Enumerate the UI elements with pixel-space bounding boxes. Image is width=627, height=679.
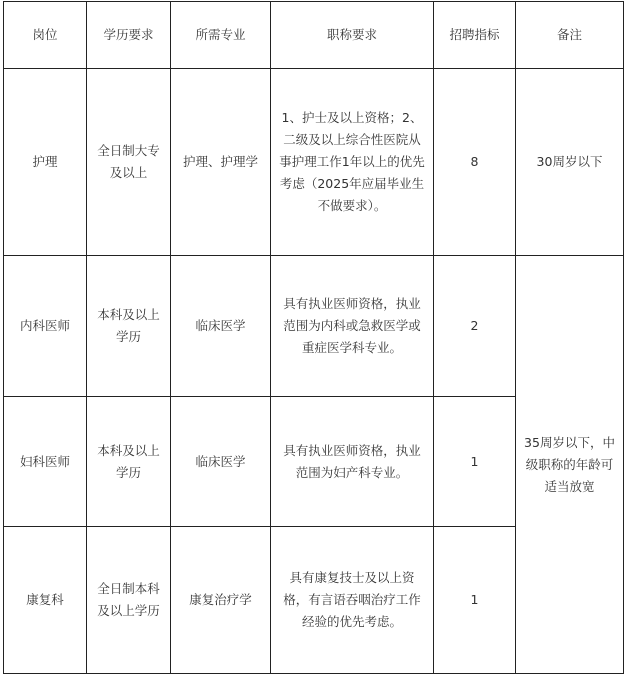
- header-row: [4, 2, 624, 69]
- requirement-line: 1、护士及以上资格；2、: [281, 110, 423, 125]
- table-row: [4, 256, 624, 397]
- title-requirements-cell: [271, 397, 434, 527]
- requirement-line: 具有执业医师资格，执业: [283, 296, 421, 311]
- major-cell: 康复治疗学: [171, 527, 271, 674]
- education-line: 学历: [115, 329, 141, 344]
- requirement-line: 不做要求）。: [317, 198, 387, 213]
- header-education: 学历要求: [87, 2, 171, 69]
- requirement-line: 格，有言语吞咽治疗工作: [283, 592, 421, 607]
- requirement-line: 考虑（2025年应届毕业生: [279, 176, 425, 191]
- recruitment-table: [3, 1, 624, 674]
- position-cell: 康复科: [4, 527, 87, 674]
- requirement-line: 具有执业医师资格，执业: [283, 442, 421, 458]
- title-requirements-cell: [271, 69, 434, 256]
- requirement-line: 二级及以上综合性医院从: [283, 132, 421, 147]
- table-row: [4, 69, 624, 256]
- education-line: 及以上: [109, 165, 148, 180]
- major-cell: 临床医学: [171, 397, 271, 527]
- major-cell: 临床医学: [171, 256, 271, 397]
- education-cell: [87, 69, 171, 256]
- education-line: 本科及以上: [97, 307, 160, 322]
- header-title-requirements: 职称要求: [271, 2, 434, 69]
- position-cell: 妇科医师: [4, 397, 87, 527]
- requirement-line: 经验的优先考虑。: [301, 614, 402, 629]
- education-cell: [87, 397, 171, 527]
- education-line: 学历: [115, 464, 141, 480]
- header-quota: 招聘指标: [434, 2, 516, 69]
- quota-cell: 2: [434, 256, 516, 397]
- position-cell: 护理: [4, 69, 87, 256]
- education-line: 全日制大专: [97, 143, 160, 158]
- requirement-line: 范围为妇产科专业。: [295, 464, 409, 480]
- quota-cell: 8: [434, 69, 516, 256]
- education-line: 全日制本科: [97, 581, 160, 596]
- education-cell: [87, 256, 171, 397]
- remark-line: 级职称的年龄可: [525, 456, 614, 472]
- education-line: 及以上学历: [97, 603, 160, 618]
- title-requirements-cell: [271, 527, 434, 674]
- position-cell: 内科医师: [4, 256, 87, 397]
- requirement-line: 事护理工作1年以上的优先: [279, 154, 425, 169]
- header-position: 岗位: [4, 2, 87, 69]
- major-cell: 护理、护理学: [171, 69, 271, 256]
- quota-cell: 1: [434, 527, 516, 674]
- header-major: 所需专业: [171, 2, 271, 69]
- remark-cell: 30周岁以下: [516, 69, 624, 256]
- requirement-line: 范围为内科或急救医学或: [283, 318, 421, 333]
- education-cell: [87, 527, 171, 674]
- shared-remark-cell: [516, 256, 624, 674]
- quota-cell: 1: [434, 397, 516, 527]
- header-remark: 备注: [516, 2, 624, 69]
- requirement-line: 具有康复技士及以上资: [289, 570, 415, 585]
- requirement-line: 重症医学科专业。: [301, 340, 402, 355]
- title-requirements-cell: [271, 256, 434, 397]
- remark-line: 适当放宽: [544, 478, 595, 494]
- remark-line: 35周岁以下，中: [524, 434, 615, 450]
- education-line: 本科及以上: [97, 442, 160, 458]
